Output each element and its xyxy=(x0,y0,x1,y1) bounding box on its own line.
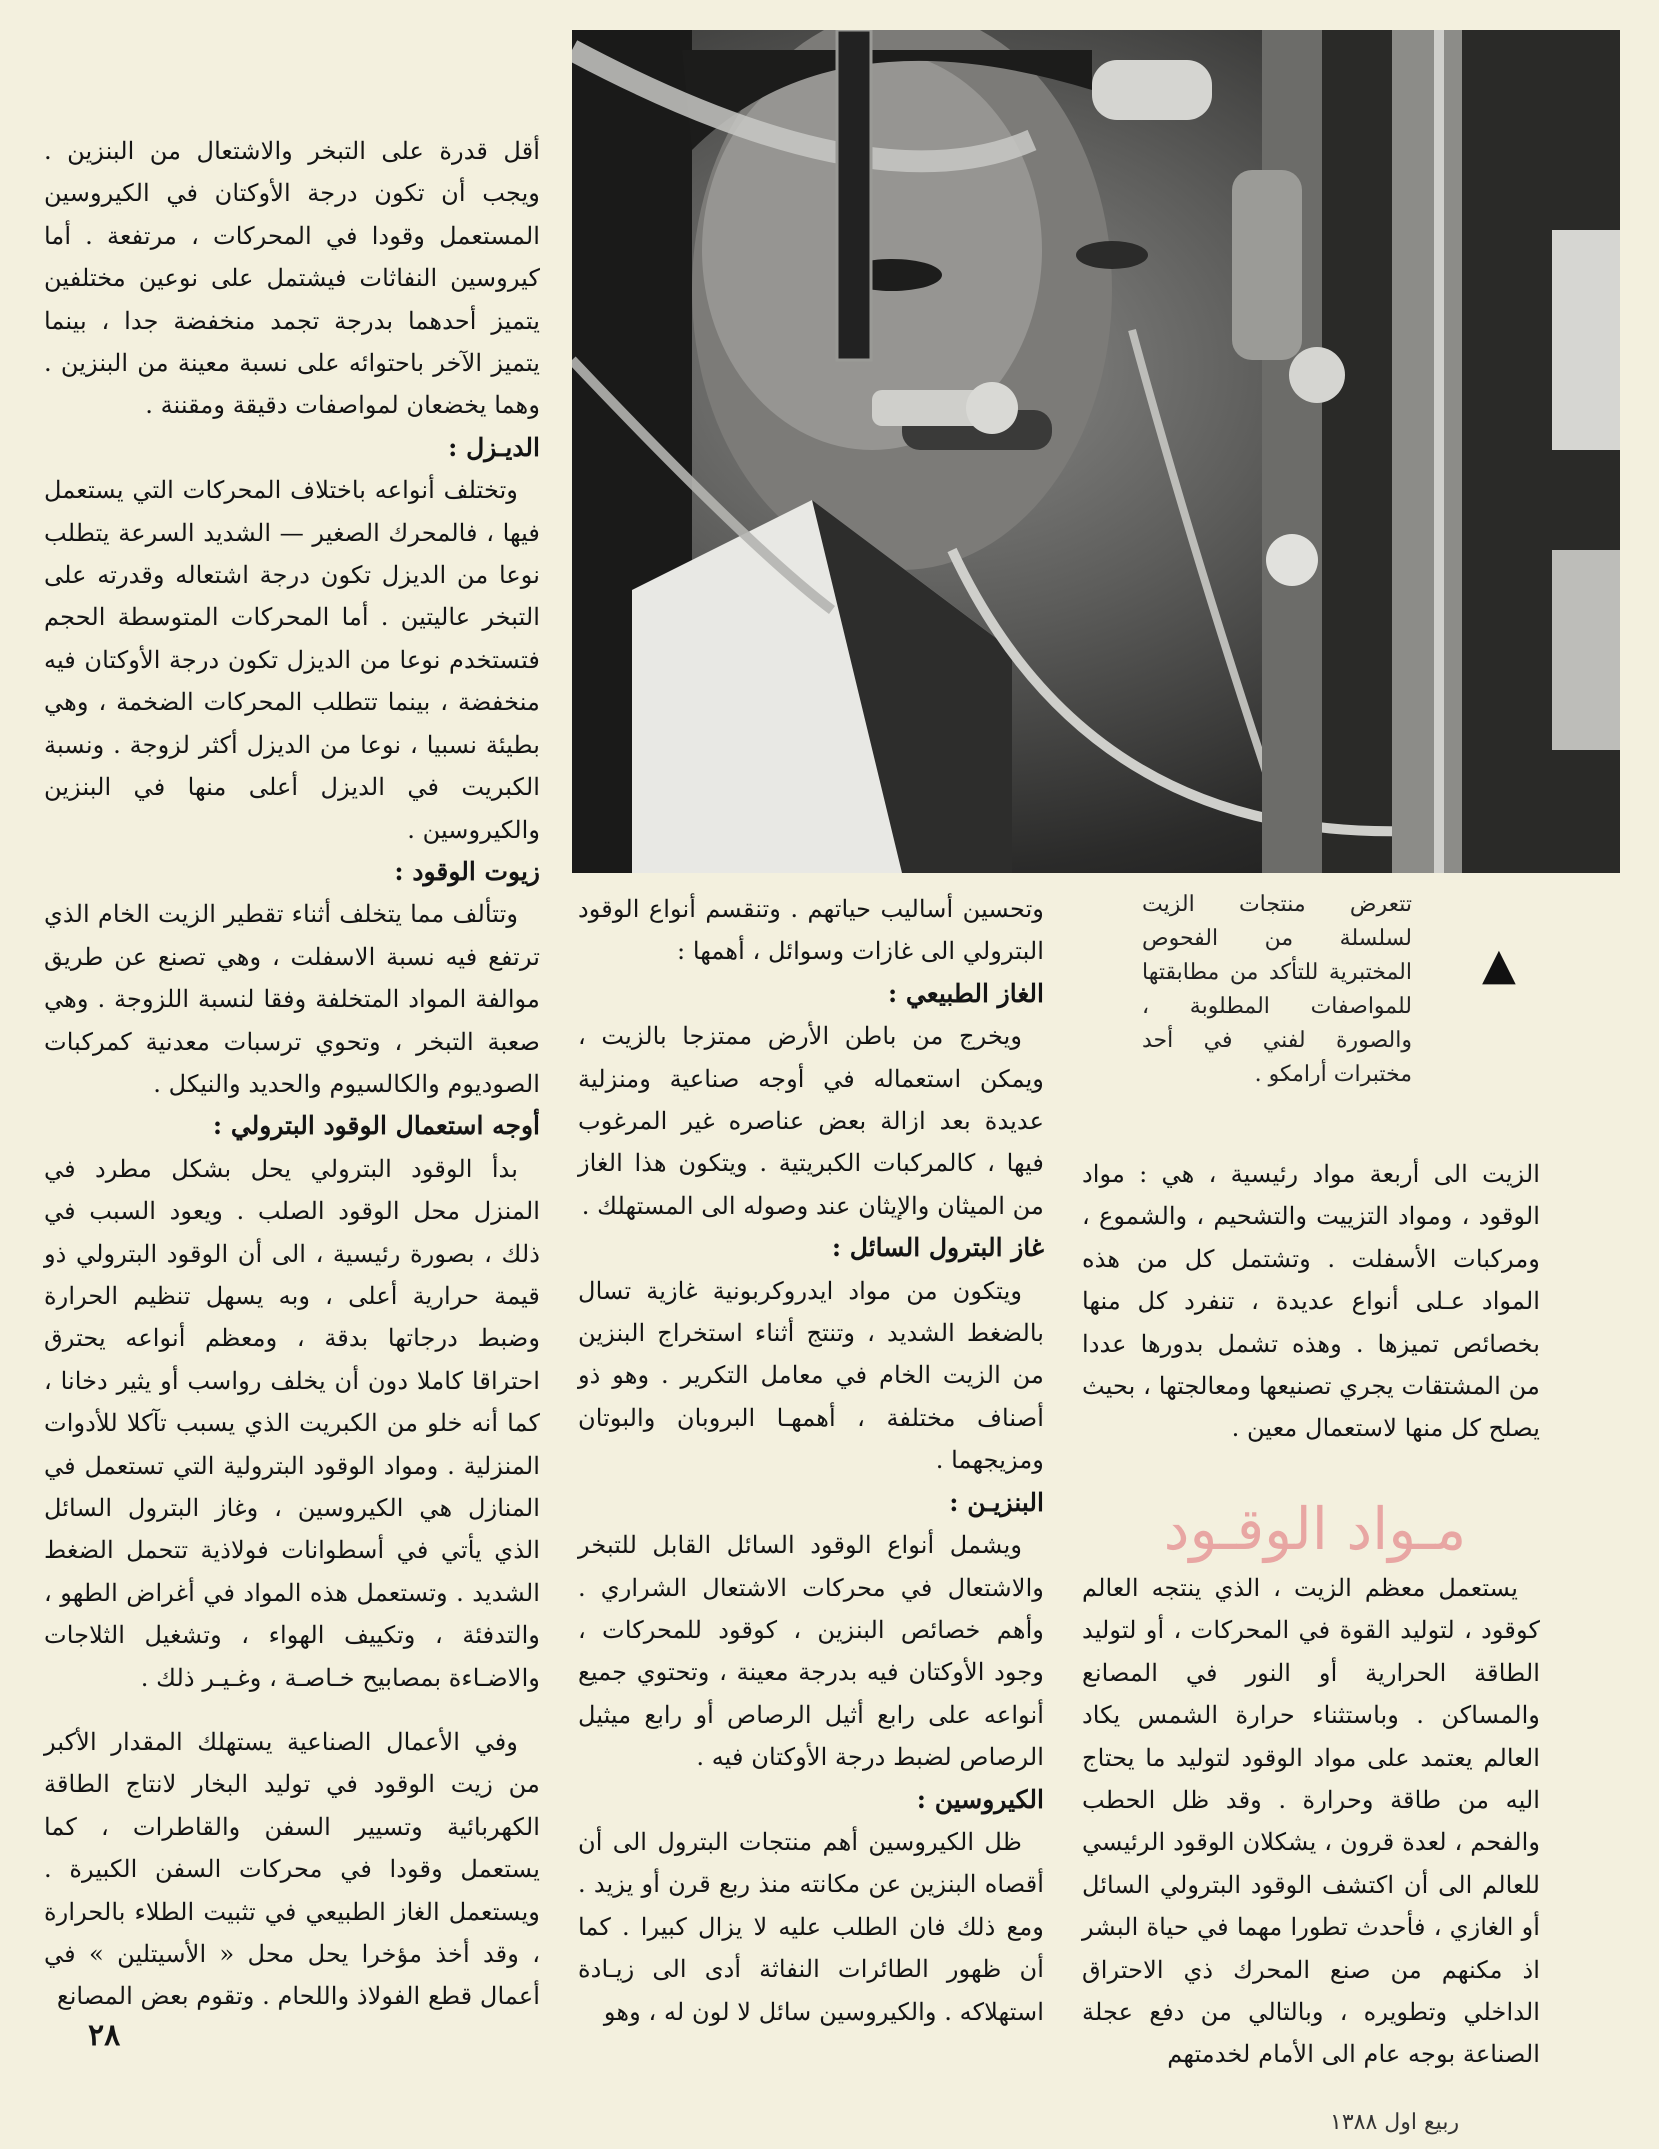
natural-gas-heading: الغاز الطبيعي : xyxy=(887,978,1044,1008)
page-number: ٢٨ xyxy=(88,2018,121,2053)
photo-caption: تتعرض منتجات الزيت لسلسلة من الفحوص المختبرية للتأكد من مطابقتها للمواصفات المطلوبة ، والصورة لفني في أحد مختبرات أرامكو . xyxy=(1142,892,1412,1087)
diesel-text: وتختلف أنواعه باختلاف المحركات التي يستعمل فيها ، فالمحرك الصغير — الشديد السرعة يتطلب نوعا من الديزل تكون درجة اشتعاله وقدرته على التبخر عاليتين . أما المحركات المتوسطة الحجم فتستخدم نوعا من الديزل تكون درجة الأوكتان فيه منخفضة ، بينما تتطلب المحركات الضخمة ، وهي بطيئة نسبيا ، نوعا من الديزل أكثر لزوجة . ونسبة الكبريت في الديزل أعلى منها في البنزين والكيروسين . xyxy=(44,476,540,844)
kerosene-heading: الكيروسين : xyxy=(916,1784,1044,1814)
article-title: مـواد الوقـود xyxy=(1163,1495,1467,1563)
lab-equipment-photo-icon xyxy=(572,30,1620,873)
gasoline-text: ويشمل أنواع الوقود السائل القابل للتبخر والاشتعال في محركات الاشتعال الشراري . وأهم خصائص البنزين ، كوقود للمحركات ، وجود الأوكتان فيه بدرجة معينة ، وتحتوي جميع أنواعه على رابع أثيل الرصاص أو رابع ميثيل الرصاص لضبط درجة الأوكتان فيه . xyxy=(578,1531,1044,1772)
lpg-heading: غاز البترول السائل : xyxy=(831,1233,1044,1263)
caption-pointer-icon: ▲ xyxy=(1482,939,1516,990)
right-top-paragraph: الزيت الى أربعة مواد رئيسية ، هي : مواد الوقود ، ومواد التزييت والتشحيم ، والشموع ، ومركبات الأسفلت . وتشتمل كل من هذه المواد عـلى أنواع عديدة ، تنفرد كل منها بخصائص تميزها . وهذه تشمل بدورها عددا من المشتقات يجري تصنيعها ومعالجتها ، بحيث يصلح كل منها لاستعمال معين . xyxy=(1082,1160,1540,1443)
diesel-heading: الديـزل : xyxy=(448,432,540,462)
fuel-oil-text: وتتألف مما يتخلف أثناء تقطير الزيت الخام الذي ترتفع فيه نسبة الاسفلت ، وهي تصنع عن طريق موالفة المواد المتخلفة وفقا لنسبة اللزوجة . وهي صعبة التبخر ، وتحوي ترسبات معدنية كمركبات الصوديوم والكالسيوم والحديد والنيكل . xyxy=(44,900,540,1098)
column-left xyxy=(44,130,540,2018)
natural-gas-text: ويخرج من باطن الأرض ممتزجا بالزيت ، ويمكن استعماله في أوجه صناعية ومنزلية عديدة بعد ازالة بعض عناصره غير المرغوب فيها ، كالمركبات الكبريتية . ويتكون هذا الغاز من الميثان والإيثان عند وصوله الى المستهلك . xyxy=(578,1022,1044,1220)
uses-heading: أوجه استعمال الوقود البترولي : xyxy=(212,1111,540,1141)
lab-technician-photo xyxy=(572,30,1620,873)
issue-date: ربيع اول ١٣٨٨ xyxy=(1330,2110,1460,2135)
right-bottom-paragraph: يستعمل معظم الزيت ، الذي ينتجه العالم كوقود ، لتوليد القوة في المحركات ، أو لتوليد الطاقة الحرارية أو النور في المصانع والمساكن . وباستثناء حرارة الشمس يكاد العالم يعتمد على مواد الوقود لتوليد ما يحتاج اليه من طاقة وحرارة . وقد ظل الحطب والفحم ، لعدة قرون ، يشكلان الوقود الرئيسي للعالم الى أن اكتشف الوقود البترولي السائل أو الغازي ، فأحدث تطورا مهما في حياة البشر اذ مكنهم من صنع المحرك ذي الاحتراق الداخلي وتطويره ، وبالتالي من دفع عجلة الصناعة بوجه عام الى الأمام لخدمتهم xyxy=(1082,1574,1540,2069)
uses-text: بدأ الوقود البترولي يحل بشكل مطرد في المنزل محل الوقود الصلب . ويعود السبب في ذلك ، بصورة رئيسية ، الى أن الوقود البترولي ذو قيمة حرارية أعلى ، وبه يسهل تنظيم الحرارة وضبط درجاتها بدقة ، ومعظم أنواعه يحترق احتراقا كاملا دون أن يخلف رواسب أو يثير دخانا ، كما أنه خلو من الكبريت الذي يسبب تآكلا للأدوات المنزلية . ومواد الوقود البترولية التي تستعمل في المنازل هي الكيروسين ، وغاز البترول السائل الذي يأتي في أسطوانات فولاذية تتحمل الضغط الشديد . وتستعمل هذه المواد في أغراض الطهو ، والتدفئة ، وتكييف الهواء ، وتشغيل الثلاجات والاضـاءة بمصابيح خـاصـة ، وغـيـر ذلك . xyxy=(44,1154,540,1692)
gasoline-heading: البنزيـن : xyxy=(949,1487,1044,1517)
kerosene-text: ظل الكيروسين أهم منتجات البترول الى أن أقصاه البنزين عن مكانته منذ ربع قرن أو يزيد . ومع ذلك فان الطلب عليه لا يزال كبيرا . كما أن ظهور الطائرات النفاثة أدى الى زيـادة استهلاكه . والكيروسين سائل لا لون له ، وهو xyxy=(578,1827,1044,2026)
kerosene-continued-text: أقل قدرة على التبخر والاشتعال من البنزين . ويجب أن تكون درجة الأوكتان في الكيروسين المستعمل وقودا في المحركات ، مرتفعة . أما كيروسين النفاثات فيشتمل على نوعين مختلفين يتميز أحدهما بدرجة تجمد منخفضة جدا ، بينما يتميز الآخر باحتوائه على نسبة معينة من البنزين . وهما يخضعان لمواصفات دقيقة ومقننة . xyxy=(44,137,540,420)
column-middle xyxy=(578,888,1044,2033)
column-right-top xyxy=(1082,1153,1540,1450)
column-right-bottom xyxy=(1082,1567,1540,2076)
middle-intro-text: وتحسين أساليب حياتهم . وتنقسم أنواع الوقود البترولي الى غازات وسوائل ، أهمها : xyxy=(578,895,1044,966)
lpg-text: ويتكون من مواد ايدروكربونية غازية تسال بالضغط الشديد ، وتنتج أثناء استخراج البنزين من الزيت الخام في معامل التكرير . وهو ذو أصناف مختلفة ، أهمهـا البروبان والبوتان ومزيجهما . xyxy=(578,1276,1044,1475)
industry-text: وفي الأعمال الصناعية يستهلك المقدار الأكبر من زيت الوقود في توليد البخار لانتاج الطاقة الكهربائية وتسيير السفن والقاطرات ، كما يستعمل وقودا في محركات السفن الكبيرة . ويستعمل الغاز الطبيعي في تثبيت الطلاء بالحرارة ، وقد أخذ مؤخرا يحل محل « الأسيتلين » في أعمال قطع الفولاذ واللحام . وتقوم بعض المصانع xyxy=(44,1728,540,2011)
fuel-oil-heading: زيوت الوقود : xyxy=(394,856,540,886)
